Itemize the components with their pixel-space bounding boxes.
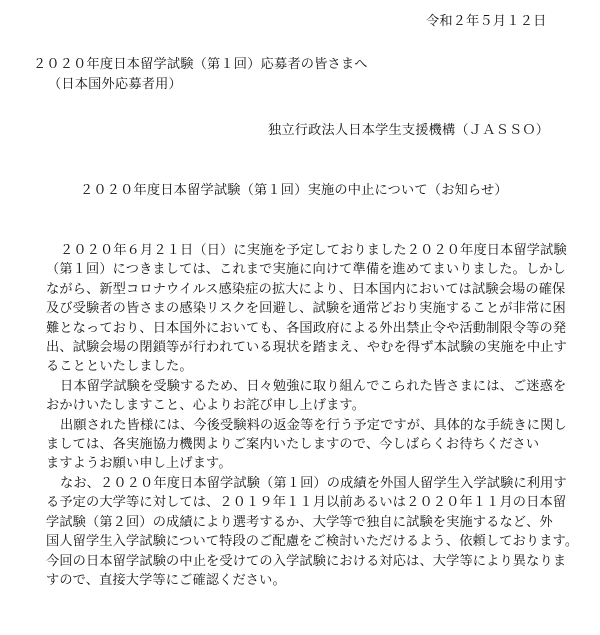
body-line: ますようお願い申し上げます。 <box>46 456 232 472</box>
body-line: 出、試験会場の閉鎖等が行われている現状を踏まえ、やむを得ず本試験の実施を中止す <box>46 340 567 356</box>
body-line: （第１回）につきましては、これまで実施に向けて準備を進めてまいりました。しかし <box>46 262 566 278</box>
body-line: 出願された皆様には、今後受験料の返金等を行う予定ですが、具体的な手続きに関し <box>60 417 567 433</box>
body-line: る予定の大学等に対しては、２０１９年１１月以前あるいは２０２０年１１月の日本留 <box>46 495 567 511</box>
body-line: おかけいたしますこと、心よりお詫び申し上げます。 <box>46 398 366 414</box>
body-line: ることといたしました。 <box>46 359 193 375</box>
subject-title: ２０２０年度日本留学試験（第１回）実施の中止について（お知らせ） <box>80 183 508 198</box>
body-line: なお、２０２０年度日本留学試験（第１回）の成績を外国人留学生入学試験に利用す <box>60 475 567 491</box>
body-line: 日本留学試験を受験するため、日々勉強に取り組んでこられた皆さまには、ご迷惑を <box>60 378 567 394</box>
addressee: ２０２０年度日本留学試験（第１回）応募者の皆さまへ <box>33 57 368 72</box>
body-line: ２０２０年６月２１日（日）に実施を予定しておりました２０２０年度日本留学試験 <box>60 243 567 258</box>
body-line: ながら、新型コロナウイルス感染症の拡大により、日本国内においては試験会場の確保 <box>46 281 566 297</box>
body-line: 及び受験者の皆さまの感染リスクを回避し、試験を通常どおり実施することが非常に困 <box>46 301 566 317</box>
body-line: 学試験（第２回）の成績により選考するか、大学等で独自に試験を実施するなど、外 <box>46 514 553 530</box>
document-date: 令和２年５月１２日 <box>426 14 547 29</box>
issuer: 独立行政法人日本学生支援機構（ＪＡＳＳＯ） <box>268 123 550 138</box>
body-text <box>46 241 586 590</box>
body-line: 今回の日本留学試験の中止を受けての入学試験における対応は、大学等により異なりま <box>46 553 567 569</box>
body-line: ましては、各実施協力機関よりご案内いたしますので、今しばらくお待ちください <box>46 437 540 453</box>
body-line: すので、直接大学等にご確認ください。 <box>46 572 286 588</box>
addressee-subtitle: （日本国外応募者用） <box>48 77 182 92</box>
body-line: 国人留学生入学試験について特段のご配慮をご検討いただけるよう、依頼しております。 <box>46 534 579 550</box>
body-line: 難となっており、日本国外においても、各国政府による外出禁止令や活動制限令等の発 <box>46 320 567 336</box>
